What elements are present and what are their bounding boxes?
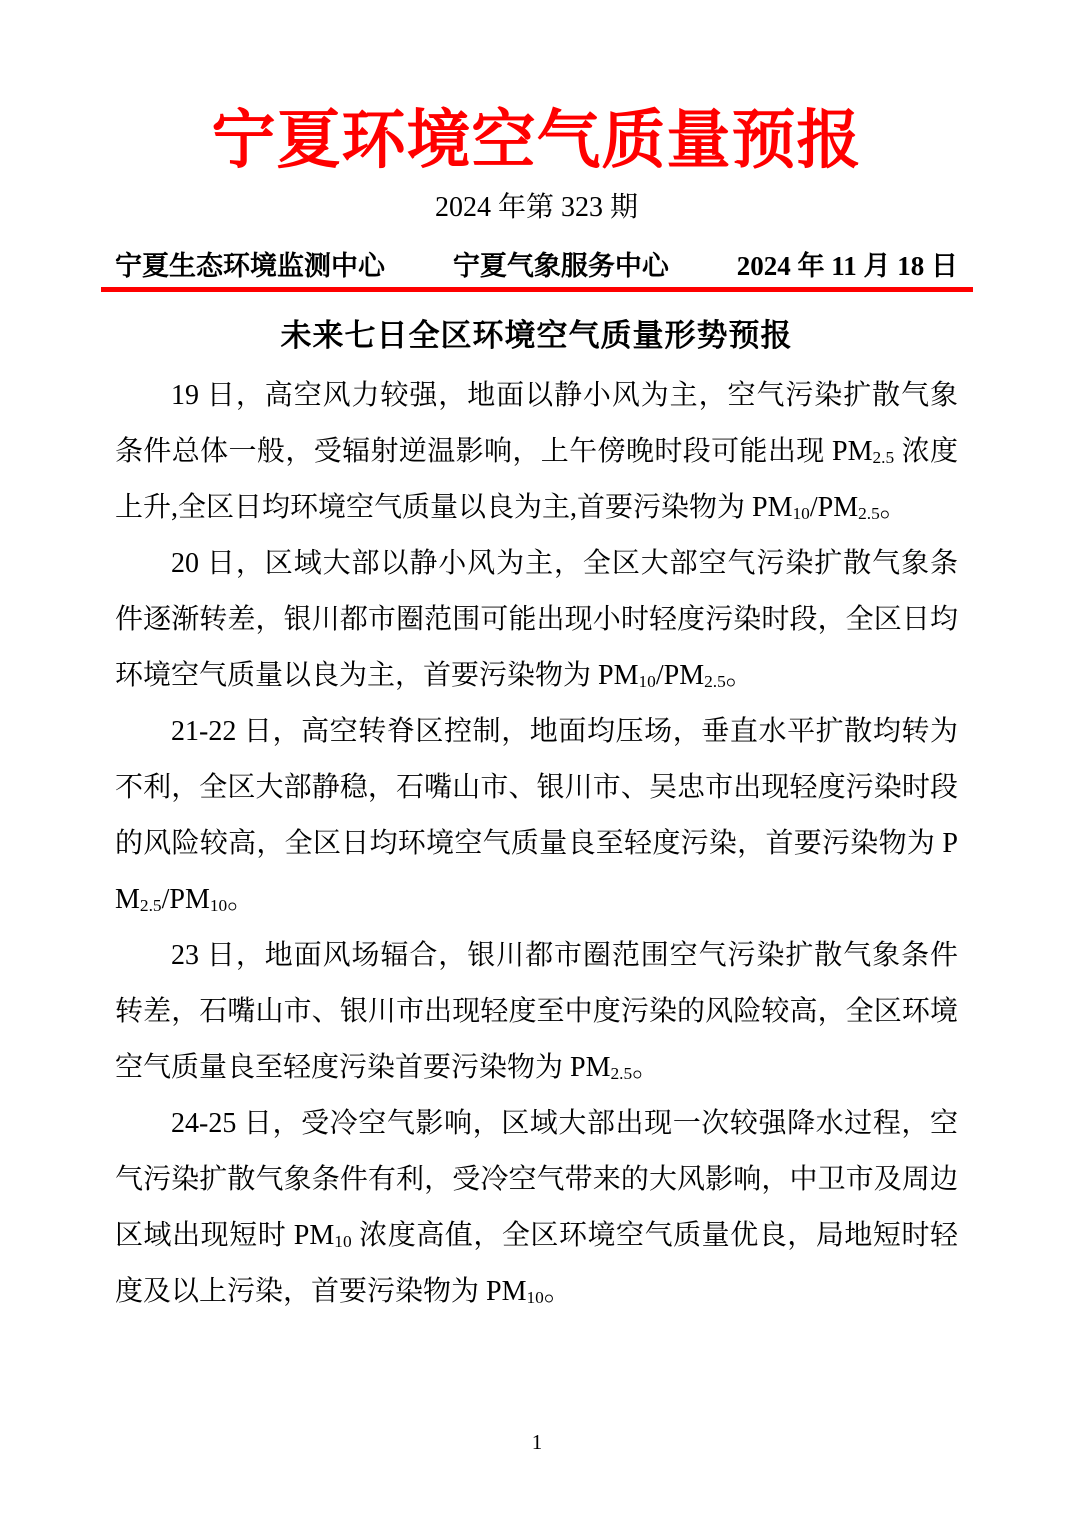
header-row <box>115 252 958 282</box>
body-text <box>115 368 958 1320</box>
header-org-center: 宁夏气象服务中心 <box>452 250 669 281</box>
red-divider-rule <box>101 287 973 292</box>
header-date: 2024 年 11 月 18 日 <box>736 250 958 281</box>
issue-number: 2024 年第 323 期 <box>434 191 638 223</box>
document-content <box>0 104 1074 1320</box>
document-title: 宁夏环境空气质量预报 <box>211 105 862 176</box>
body-paragraph-day23: 23 日，地面风场辐合，银川都市圈范围空气污染扩散气象条件转差，石嘴山市、银川市出现轻度至中度污染的风险较高，全区环境空气质量良至轻度污染首要污染物为 $PM_{2.5}$。 <box>115 939 958 1083</box>
section-title: 未来七日全区环境空气质量形势预报 <box>280 318 793 354</box>
header-org-left: 宁夏生态环境监测中心 <box>115 250 385 281</box>
body-paragraph-day19: 19 日，高空风力较强，地面以静小风为主，空气污染扩散气象条件总体一般，受辐射逆温影响，上午傍晚时段可能出现 $PM_{2.5}$ 浓度上升,全区日均环境空气质量以良为主,首要污染物为 $PM_{10}/PM_{2.5}$。 <box>115 379 958 523</box>
body-paragraph-day21-22: 21-22 日，高空转脊区控制，地面均压场，垂直水平扩散均转为不利，全区大部静稳，石嘴山市、银川市、吴忠市出现轻度污染时段的风险较高，全区日均环境空气质量良至轻度污染，首要污染物为 $PM_{2.5}/PM_{10}$。 <box>115 715 958 915</box>
body-paragraph-day20: 20 日，区域大部以静小风为主，全区大部空气污染扩散气象条件逐渐转差，银川都市圈范围可能出现小时轻度污染时段，全区日均环境空气质量以良为主，首要污染物为 $PM_{10}/PM_{2.5}$。 <box>115 547 958 691</box>
body-paragraph-day24-25: 24-25 日，受冷空气影响，区域大部出现一次较强降水过程，空气污染扩散气象条件有利，受冷空气带来的大风影响，中卫市及周边区域出现短时 $PM_{10}$ 浓度高值，全区环境空气质量优良，局地短时轻度及以上污染，首要污染物为 $PM_{10}$。 <box>115 1107 958 1307</box>
page-number: 1 <box>531 1430 543 1454</box>
